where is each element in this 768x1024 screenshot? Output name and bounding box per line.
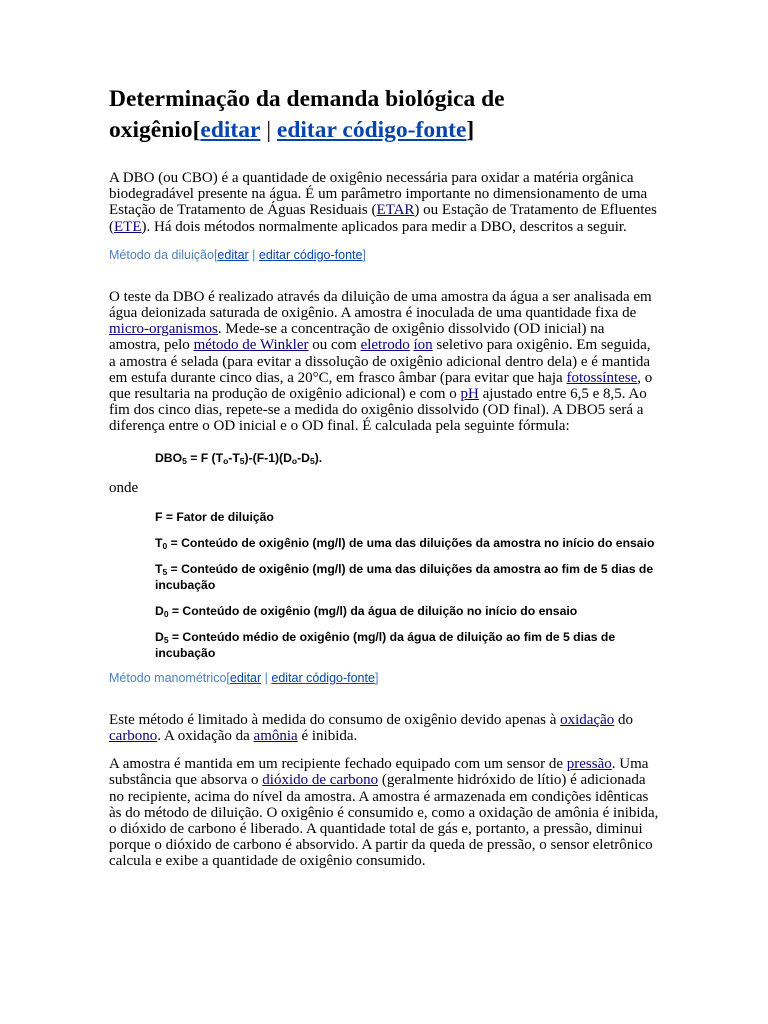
formula-part-e: -D — [297, 450, 310, 465]
dilution-text-3: ou com — [308, 337, 361, 354]
section1-separator: | — [248, 247, 259, 262]
title-separator: | — [260, 117, 277, 143]
title-bracket-close: ] — [466, 117, 475, 143]
definition-d0-symbol: D — [155, 603, 164, 618]
formula-sub-b: o — [223, 455, 229, 466]
formula-sub-a: 5 — [182, 455, 187, 466]
section1-bracket-close: ] — [362, 247, 366, 262]
section-heading-manometric-text: Método manométrico — [109, 670, 227, 685]
formula-sub-d: o — [291, 455, 298, 466]
intro-text-2: ) ou Estação de Tratamento de Efluentes ( — [109, 202, 657, 235]
definition-d0 — [109, 603, 665, 619]
formula-part-f: ). — [314, 450, 323, 465]
definition-f — [109, 509, 665, 525]
pressao-link[interactable]: pressão — [566, 756, 612, 773]
article — [109, 84, 659, 870]
manometric-paragraph-2 — [109, 756, 659, 869]
section1-edit-source-link[interactable]: editar código-fonte — [258, 247, 363, 262]
mano1-text-2: do — [614, 711, 634, 728]
formula-sub-c: 5 — [239, 455, 245, 466]
definition-d0-sub: 0 — [163, 608, 169, 619]
mano2-text-1: A amostra é mantida em um recipiente fechado equipado com um sensor de — [109, 756, 567, 773]
dioxido-de-carbono-link[interactable]: dióxido de carbono — [262, 772, 379, 789]
formula-part-a: DBO — [155, 450, 183, 465]
definition-t5-symbol: T — [155, 561, 163, 576]
section-heading-manometric — [109, 670, 659, 686]
mano2-text-3: (geralmente hidróxido de lítio) é adicionada no recipiente, acima do nível da amostra. A amostra é armazenada em condições idênticas às do método de diluição. O oxigênio é consumido e, como a oxidação de amônia é inibida, o dióxido de carbono é liberado. A quantidade total de gás e, portanto, a pressão, diminui porque o dióxido de carbono é absorvido. A partir da queda de pressão, o sensor eletrônico calcula e exibe a quantidade de oxigênio consumido. — [109, 772, 659, 870]
page-title — [109, 84, 659, 146]
definition-t5-text: = Conteúdo de oxigênio (mg/l) de uma das diluições da amostra ao fim de 5 dias de incubação — [155, 561, 654, 592]
intro-paragraph — [109, 170, 659, 235]
definition-t5 — [109, 561, 665, 593]
section2-separator: | — [261, 670, 272, 685]
title-bracket-open: [ — [192, 117, 201, 143]
definition-d5-sub: 5 — [163, 634, 169, 645]
etar-link[interactable]: ETAR — [376, 202, 415, 219]
dbo-formula — [109, 450, 665, 466]
ion-link[interactable]: íon — [413, 337, 433, 354]
formula-part-d: )-(F-1)(D — [244, 450, 292, 465]
dilution-text-6: , o que resultaria na produção de oxigênio adicional) e com o — [109, 369, 653, 403]
section2-bracket-close: ] — [374, 670, 379, 685]
micro-organismos-link[interactable]: micro-organismos — [109, 321, 218, 338]
section2-bracket-open: [ — [226, 670, 230, 685]
mano1-text-1: Este método é limitado à medida do consumo de oxigênio devido apenas à — [109, 711, 561, 728]
definition-d5-symbol: D — [155, 629, 164, 644]
formula-part-c: -T — [228, 450, 240, 465]
dilution-text-2: . Mede-se a concentração de oxigênio dissolvido (OD inicial) na amostra, pelo — [109, 321, 605, 354]
section2-edit-source-link[interactable]: editar código-fonte — [271, 670, 375, 685]
ete-link[interactable]: ETE — [114, 218, 142, 235]
intro-text-1: A DBO (ou CBO) é a quantidade de oxigênio necessária para oxidar a matéria orgânica biodegradável presente na água. É um parâmetro importante no dimensionamento de uma Estação de Tratamento de Águas Residuais ( — [109, 170, 648, 219]
section2-edit-link[interactable]: editar — [229, 670, 262, 685]
definition-d5-text: = Conteúdo médio de oxigênio (mg/l) da água de diluição ao fim de 5 dias de incubação — [155, 629, 616, 660]
mano1-text-4: é inibida. — [297, 728, 358, 745]
page-title-text: Determinação da demanda biológica de oxigênio — [109, 86, 505, 143]
dilution-paragraph — [109, 289, 659, 435]
ph-link[interactable]: pH — [460, 386, 479, 403]
definition-t5-sub: 5 — [162, 566, 168, 577]
mano1-text-3: . A oxidação da — [157, 728, 254, 745]
definition-d0-text: = Conteúdo de oxigênio (mg/l) da água de diluição no início do ensaio — [168, 603, 578, 618]
section1-bracket-open: [ — [213, 247, 218, 262]
section-heading-dilution — [109, 247, 659, 263]
dilution-text-7: ajustado entre 6,5 e 8,5. Ao fim dos cinco dias, repete-se a medida do oxigênio dissolvido (OD final). A DBO5 será a diferença entre o OD inicial e o OD final. É calculada pela seguinte fórmula: — [109, 386, 647, 435]
dilution-text-5: seletivo para oxigênio. Em seguida, a amostra é selada (para evitar a dissolução de oxigênio adicional dentro dela) e é mantida em estufa durante cinco dias, a 20°C, em frasco âmbar (para evitar que haja — [109, 337, 651, 386]
definition-t0-symbol: T — [155, 535, 163, 550]
carbono-link[interactable]: carbono — [109, 728, 158, 745]
formula-sub-e: 5 — [309, 455, 315, 466]
section1-edit-link[interactable]: editar — [217, 247, 249, 262]
intro-text-3: ). Há dois métodos normalmente aplicados para medir a DBO, descritos a seguir. — [141, 218, 627, 235]
oxidacao-link[interactable]: oxidação — [560, 711, 615, 728]
definition-d5 — [109, 629, 665, 661]
formula-part-b: = F (T — [186, 450, 224, 465]
metodo-de-winkler-link[interactable]: método de Winkler — [193, 337, 309, 354]
definition-t0-text: = Conteúdo de oxigênio (mg/l) de uma das diluições da amostra no início do ensaio — [167, 535, 655, 550]
manometric-paragraph-1 — [109, 712, 659, 744]
onde-text: onde — [109, 479, 139, 496]
eletrodo-link[interactable]: eletrodo — [360, 337, 410, 354]
amonia-link[interactable]: amônia — [253, 728, 298, 745]
definition-t0-sub: 0 — [162, 540, 168, 551]
fotossintese-link[interactable]: fotossíntese — [566, 369, 638, 386]
definition-t0 — [109, 535, 665, 551]
mano2-text-2: . Uma substância que absorva o — [109, 756, 649, 789]
definition-f-text: F = Fator de diluição — [155, 509, 274, 524]
title-edit-link[interactable]: editar — [200, 117, 261, 143]
dilution-text-1: O teste da DBO é realizado através da diluição de uma amostra da água a ser analisada em água deionizada saturada de oxigênio. A amostra é inoculada de uma quantidade fixa de — [109, 288, 652, 322]
section-heading-dilution-text: Método da diluição — [109, 247, 214, 262]
title-edit-source-link[interactable]: editar código-fonte — [276, 117, 467, 143]
